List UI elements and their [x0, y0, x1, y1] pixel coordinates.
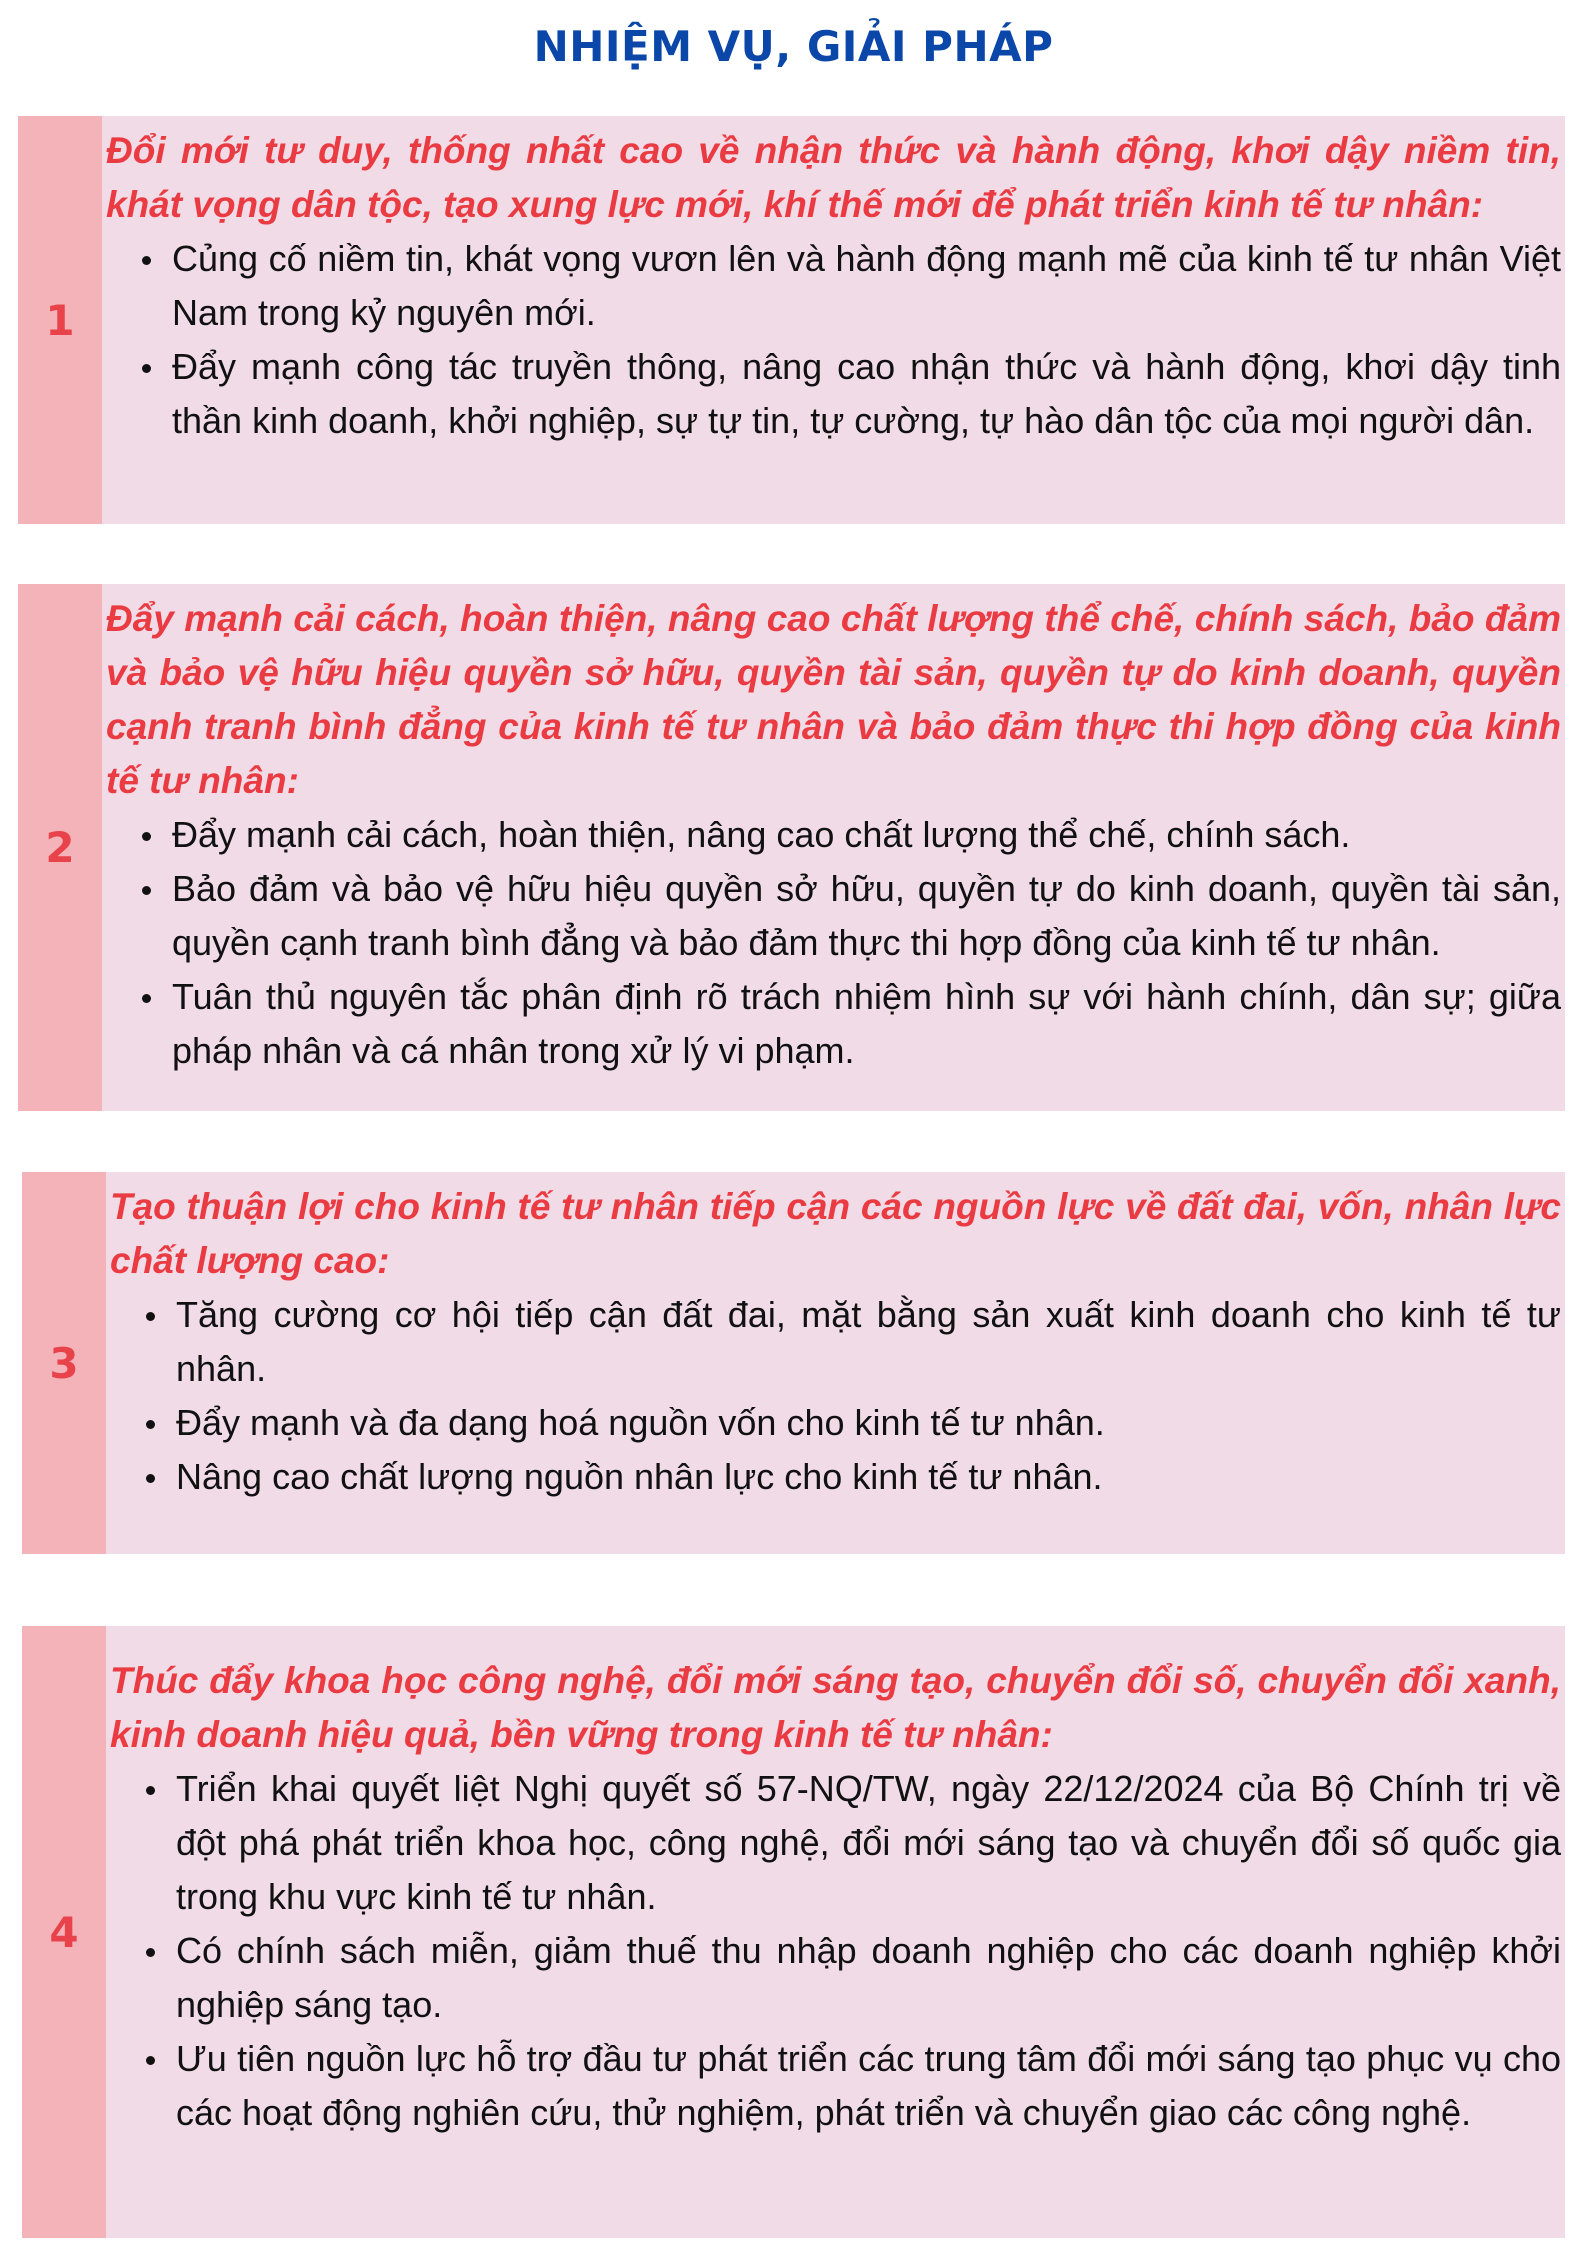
section-2: [18, 584, 1565, 1111]
section-number: 1: [45, 295, 75, 345]
bullet-list: [110, 1762, 1561, 2140]
section-content: [106, 1626, 1565, 2238]
bullet-item: Nâng cao chất lượng nguồn nhân lực cho kinh tế tư nhân.: [176, 1450, 1561, 1504]
section-number: 4: [49, 1907, 79, 1957]
section-number-column: [18, 584, 102, 1111]
section-heading: Đẩy mạnh cải cách, hoàn thiện, nâng cao chất lượng thể chế, chính sách, bảo đảm và bảo vệ hữu hiệu quyền sở hữu, quyền tài sản, quyền tự do kinh doanh, quyền cạnh tranh bình đẳng của kinh tế tư nhân và bảo đảm thực thi hợp đồng của kinh tế tư nhân:: [106, 598, 1561, 801]
section-number-column: [22, 1172, 106, 1554]
bullet-list: [106, 808, 1561, 1078]
section-heading: Đổi mới tư duy, thống nhất cao về nhận thức và hành động, khơi dậy niềm tin, khát vọng dân tộc, tạo xung lực mới, khí thế mới để phát triển kinh tế tư nhân:: [106, 130, 1561, 225]
section-1: [18, 116, 1565, 524]
bullet-list: [110, 1288, 1561, 1504]
section-content: [102, 116, 1565, 524]
section-content: [106, 1172, 1565, 1554]
bullet-item: Củng cố niềm tin, khát vọng vươn lên và hành động mạnh mẽ của kinh tế tư nhân Việt Nam trong kỷ nguyên mới.: [172, 232, 1561, 340]
section-3: [22, 1172, 1565, 1554]
section-heading: Tạo thuận lợi cho kinh tế tư nhân tiếp cận các nguồn lực về đất đai, vốn, nhân lực chất lượng cao:: [110, 1186, 1561, 1281]
bullet-item: Có chính sách miễn, giảm thuế thu nhập doanh nghiệp cho các doanh nghiệp khởi nghiệp sáng tạo.: [176, 1924, 1561, 2032]
section-number: 2: [45, 823, 75, 872]
section-number-column: [22, 1626, 106, 2238]
bullet-item: Tuân thủ nguyên tắc phân định rõ trách nhiệm hình sự với hành chính, dân sự; giữa pháp nhân và cá nhân trong xử lý vi phạm.: [172, 970, 1561, 1078]
section-number: 3: [49, 1338, 79, 1388]
bullet-item: Ưu tiên nguồn lực hỗ trợ đầu tư phát triển các trung tâm đổi mới sáng tạo phục vụ cho các hoạt động nghiên cứu, thử nghiệm, phát triển và chuyển giao các công nghệ.: [176, 2032, 1561, 2140]
section-content: [102, 584, 1565, 1111]
bullet-list: [106, 232, 1561, 448]
section-number-column: [18, 116, 102, 524]
bullet-item: Đẩy mạnh công tác truyền thông, nâng cao nhận thức và hành động, khơi dậy tinh thần kinh doanh, khởi nghiệp, sự tự tin, tự cường, tự hào dân tộc của mọi người dân.: [172, 340, 1561, 448]
page-title: NHIỆM VỤ, GIẢI PHÁP: [533, 22, 1054, 71]
section-4: [22, 1626, 1565, 2238]
bullet-item: Triển khai quyết liệt Nghị quyết số 57-NQ/TW, ngày 22/12/2024 của Bộ Chính trị về đột phá phát triển khoa học, công nghệ, đổi mới sáng tạo và chuyển đổi số quốc gia trong khu vực kinh tế tư nhân.: [176, 1762, 1561, 1924]
bullet-item: Tăng cường cơ hội tiếp cận đất đai, mặt bằng sản xuất kinh doanh cho kinh tế tư nhân.: [176, 1288, 1561, 1396]
section-heading: Thúc đẩy khoa học công nghệ, đổi mới sáng tạo, chuyển đổi số, chuyển đổi xanh, kinh doanh hiệu quả, bền vững trong kinh tế tư nhân:: [110, 1660, 1561, 1755]
bullet-item: Đẩy mạnh và đa dạng hoá nguồn vốn cho kinh tế tư nhân.: [176, 1396, 1561, 1450]
bullet-item: Đẩy mạnh cải cách, hoàn thiện, nâng cao chất lượng thể chế, chính sách.: [172, 808, 1561, 862]
bullet-item: Bảo đảm và bảo vệ hữu hiệu quyền sở hữu, quyền tự do kinh doanh, quyền tài sản, quyền cạnh tranh bình đẳng và bảo đảm thực thi hợp đồng của kinh tế tư nhân.: [172, 862, 1561, 970]
